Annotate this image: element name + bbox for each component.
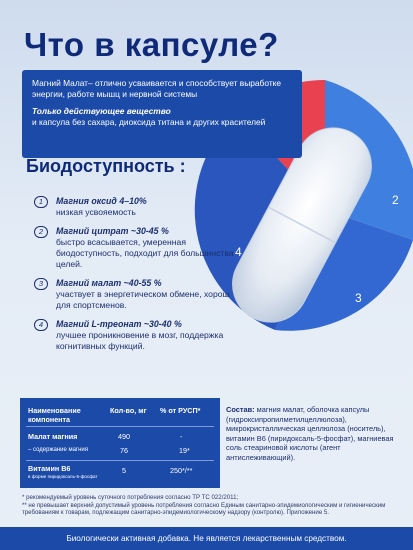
item-number: 2 [34,226,48,238]
composition-label: Состав: [226,405,255,414]
item-heading: Магний малат ~40-55 % [56,278,162,288]
table-cell: в форме пиридоксаль-5-фосфат [28,474,98,479]
composition-text [226,405,404,463]
table-cell: Витамин В6 [28,464,71,473]
bioavailability-title: Биодоступность : [26,156,186,176]
list-item [34,319,234,352]
intro-box [22,70,302,158]
item-description: низкая усвояемость [56,207,136,217]
list-item [34,278,234,311]
intro-text: Магний Малат– отлично усваивается и способствует выработке энергии, работе мышц и нервной системы [32,78,282,99]
table-cell: 250*/** [170,466,193,475]
intro-italic: Только действующее вещество [32,106,171,116]
item-heading: Магния оксид 4–10% [56,196,147,206]
table-cell: 5 [122,466,126,475]
item-heading: Магний L-треонат ~30-40 % [56,319,182,329]
item-description: быстро всасывается, умеренная биодоступность, подходит для большинства целей. [56,237,234,269]
page-title: Что в капсуле? [24,26,279,63]
table-header-amount: Кол-во, мг [110,406,147,415]
list-item [34,226,234,270]
table-cell: 76 [120,446,128,455]
table-cell: 490 [118,432,130,441]
bioavailability-list [34,196,234,360]
intro-extra: и капсула без сахара, диоксида титана и других красителей [32,117,266,127]
composition-body: магния малат, оболочка капсулы (гидроксипропилметилцеллюлоза), микрокристаллическая целлюлоза (носитель), витамин В6 (пиридоксаль-5-фосфат), магниевая соль стеариновой кислоты (агент антислеживающий). [226,405,394,462]
item-description: участвует в энергетическом обмене, хорош для спортсменов. [56,289,230,310]
footnotes [22,494,402,517]
list-item [34,196,234,218]
disclaimer-bar: Биологически активная добавка. Не является лекарственным средством. [0,527,413,550]
table-cell: 19* [179,446,190,455]
pie-label-2: 2 [392,193,399,207]
item-number: 3 [34,278,48,290]
item-number: 1 [34,196,48,208]
composition-table [20,398,220,488]
item-description: лучшее проникновение в мозг, поддержка когнитивных функций. [56,330,224,351]
item-number: 4 [34,319,48,331]
item-heading: Магний цитрат ~30-45 % [56,226,169,236]
table-cell: - [180,432,183,441]
table-header-component: Наименование компонента [28,406,81,424]
footnote-1: * рекомендуемый уровень суточного потребления согласно ТР ТС 022/2011; [22,494,239,501]
footnote-2: ** не превышает верхний допустимый уровень потребления согласно Единым санитарно-эпидемиологическим и гигиеническим требованиям к товарам, подлежащим санитарно-эпидемиологическому надзору (контролю). Приложение 5. [22,501,386,517]
pie-label-3: 3 [355,291,362,305]
table-cell: – содержание магния [28,447,89,453]
pie-label-4: 4 [235,245,242,259]
table-cell: Малат магния [28,432,78,441]
table-header-percent: % от РУСП* [160,406,201,415]
